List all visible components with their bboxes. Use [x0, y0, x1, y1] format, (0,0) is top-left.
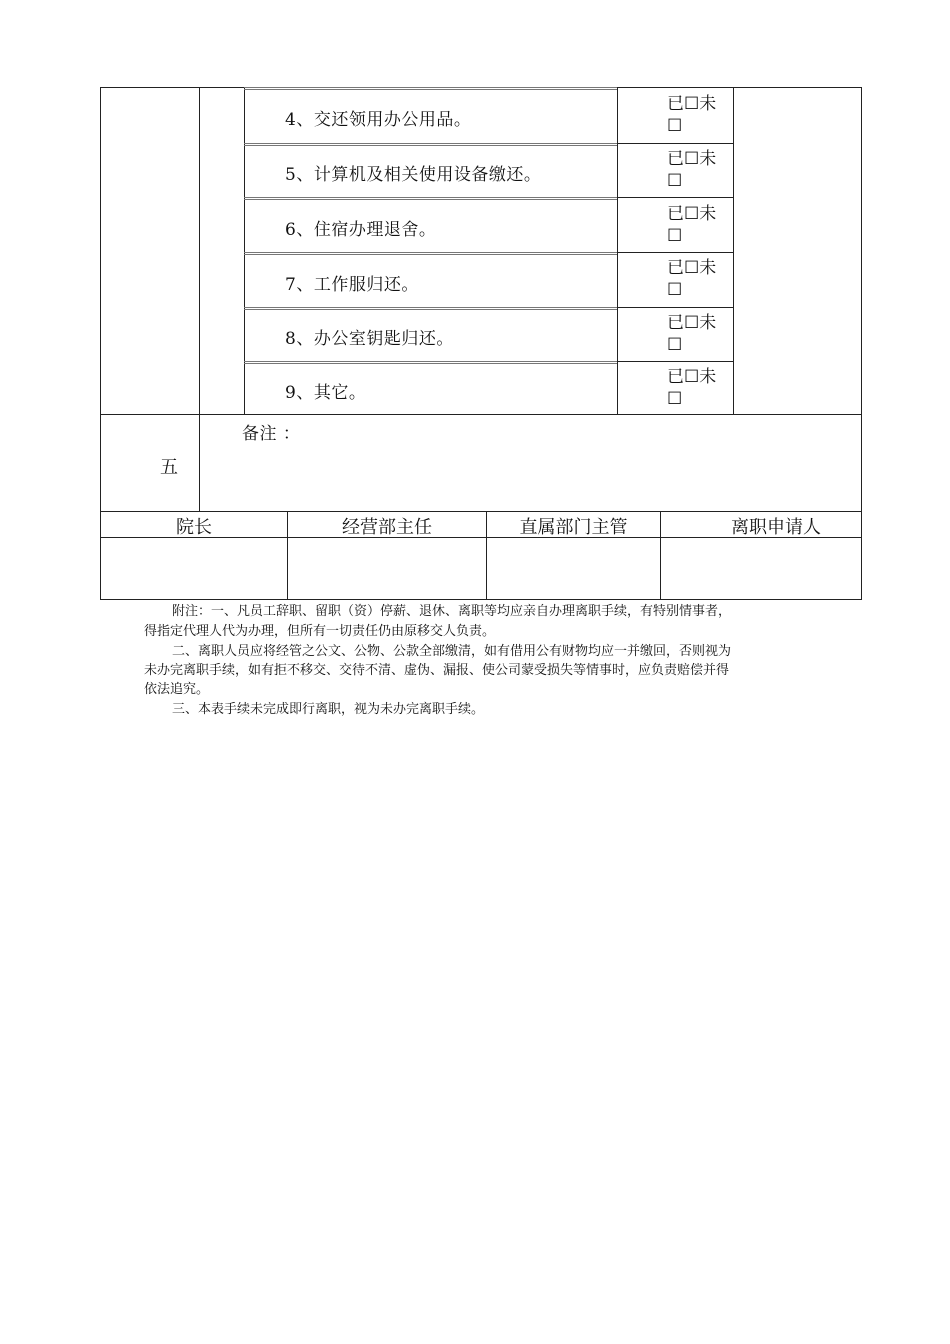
signature-header-applicant: 离职申请人: [731, 517, 821, 538]
note-line: 附注：一、凡员工辞职、留职（资）停薪、退休、离职等均应亲自办理离职手续，有特别情事者，: [172, 604, 732, 619]
status-checkbox-done-or-not[interactable]: 已☐未 ☐: [667, 313, 717, 355]
section-separator: [100, 414, 862, 415]
checklist-item-text: 5、计算机及相关使用设备缴还。: [285, 165, 542, 185]
checklist-item-text: 7、工作服归还。: [285, 275, 419, 295]
signature-field-department-supervisor[interactable]: [487, 538, 660, 599]
signature-header-operations-director: 经营部主任: [342, 517, 432, 538]
signature-field-applicant[interactable]: [661, 538, 861, 599]
table-right-border: [861, 414, 862, 600]
status-separator: [617, 197, 733, 198]
section-column-divider: [199, 87, 200, 511]
remarks-bottom-border: [100, 511, 862, 512]
status-column-divider: [617, 87, 618, 415]
note-line: 依法追究。: [144, 682, 210, 697]
checklist-item-text: 9、其它。: [285, 383, 367, 403]
row-separator: [244, 87, 617, 90]
status-checkbox-done-or-not[interactable]: 已☐未 ☐: [667, 204, 717, 246]
table-top-border: [100, 87, 245, 88]
remarks-label: 备注 ：: [242, 424, 301, 444]
checklist-item-text: 8、办公室钥匙归还。: [285, 329, 454, 349]
note-line: 未办完离职手续，如有拒不移交、交待不清、虚伪、漏报、使公司蒙受损失等情事时，应负责赔偿并得: [144, 663, 730, 678]
status-separator: [617, 87, 733, 88]
status-checkbox-done-or-not[interactable]: 已☐未 ☐: [667, 367, 717, 409]
row-separator: [244, 143, 617, 146]
status-separator: [617, 307, 733, 308]
status-checkbox-done-or-not[interactable]: 已☐未 ☐: [667, 258, 717, 300]
status-separator: [617, 143, 733, 144]
item-column-divider: [244, 87, 245, 415]
signature-field-dean[interactable]: [101, 538, 287, 599]
row-separator: [244, 361, 617, 364]
signature-header-dean: 院长: [176, 517, 212, 538]
note-line: 三、本表手续未完成即行离职，视为未办完离职手续。: [172, 702, 485, 717]
row-separator: [244, 252, 617, 255]
status-checkbox-done-or-not[interactable]: 已☐未 ☐: [667, 94, 717, 136]
checklist-item-text: 6、住宿办理退舍。: [285, 220, 437, 240]
status-checkbox-done-or-not[interactable]: 已☐未 ☐: [667, 149, 717, 191]
confirm-signature-box: [733, 87, 862, 415]
row-separator: [244, 307, 617, 310]
remarks-field[interactable]: [300, 440, 850, 506]
status-separator: [617, 361, 733, 362]
note-line: 得指定代理人代为办理，但所有一切责任仍由原移交人负责。: [144, 624, 496, 639]
checklist-item-text: 4、交还领用办公用品。: [285, 110, 472, 130]
table-bottom-border: [100, 599, 862, 600]
status-separator: [617, 252, 733, 253]
signature-field-operations-director[interactable]: [288, 538, 486, 599]
row-separator: [244, 197, 617, 200]
section-number: 五: [160, 457, 179, 478]
signature-header-department-supervisor: 直属部门主管: [519, 517, 628, 538]
note-line: 二、离职人员应将经管之公文、公物、公款全部缴清，如有借用公有财物均应一并缴回，否则视为: [172, 644, 732, 659]
